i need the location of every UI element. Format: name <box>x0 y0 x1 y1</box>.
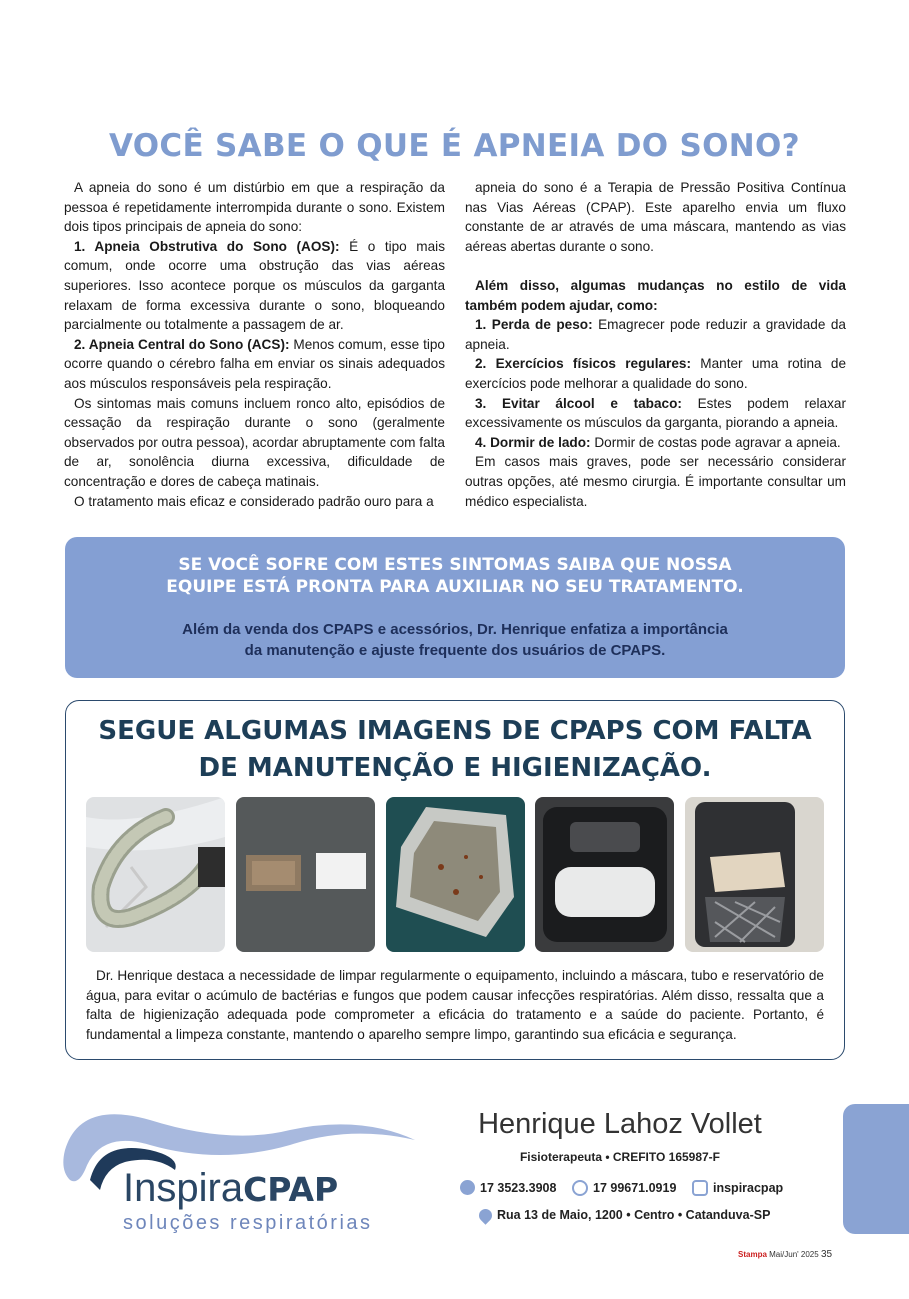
acs-label: 2. Apneia Central do Sono (ACS): <box>74 336 290 352</box>
lifestyle-heading-text: Além disso, algumas mudanças no estilo de vida também podem ajudar, como: <box>465 277 846 313</box>
images-box-paragraph: Dr. Henrique destaca a necessidade de limpar regularmente o equipamento, incluindo a máscara, tubo e reservatório de água, para evitar o acúmulo de bactérias e fungos que podem causar infecções respiratórias. Além disso, ressalta que a falta de higienização adequada pode comprometer a eficácia do tratamento e a saúde do paciente. Portanto, é fundamental a limpeza constante, mantendo o aparelho sempre limpo, garantindo sua eficácia e segurança. <box>86 968 824 1042</box>
aos-label: 1. Apneia Obstrutiva do Sono (AOS): <box>74 238 340 254</box>
images-heading-line: DE MANUTENÇÃO E HIGIENIZAÇÃO. <box>198 753 712 783</box>
tip-label: 3. Evitar álcool e tabaco: <box>475 395 682 411</box>
instagram-handle: inspiracpap <box>713 1181 784 1195</box>
images-box-text <box>86 966 824 1044</box>
intro-paragraph: A apneia do sono é um distúrbio em que a respiração da pessoa é repetidamente interrompida durante o sono. Existem dois tipos principais de apneia do sono: <box>64 180 445 235</box>
banner-subtext-line: Além da venda dos CPAPS e acessórios, Dr. Henrique enfatiza a importância <box>182 621 728 638</box>
logo <box>123 1166 338 1211</box>
instagram-icon <box>692 1180 708 1196</box>
photo-dirty-filter-cover <box>685 797 824 952</box>
banner-heading <box>65 554 845 598</box>
page-edge-tab <box>843 1104 909 1234</box>
whatsapp-icon <box>572 1180 588 1196</box>
tip-item <box>465 354 846 393</box>
logo-light-text: Inspira <box>123 1166 244 1210</box>
tip-label: 4. Dormir de lado: <box>475 434 591 450</box>
tip-text: Emagrecer pode reduzir a gravidade da apneia. <box>465 317 846 352</box>
page-title: VOCÊ SABE O QUE É APNEIA DO SONO? <box>109 128 800 164</box>
symptoms-paragraph: Os sintomas mais comuns incluem ronco alto, episódios de cessação da respiração durante o sono (geralmente observados por outra pessoa), acordar abruptamente com falta de ar, sonolência diurna excessiva, dificuldade de concentração e dores de cabeça matinais. <box>64 395 445 489</box>
footer-brand: Stampa <box>738 1250 767 1259</box>
aos-paragraph <box>64 237 445 335</box>
photo-dirty-tube <box>86 797 225 952</box>
phone-contact[interactable] <box>460 1180 556 1195</box>
contact-name: Henrique Lahoz Vollet <box>478 1108 762 1140</box>
photo-dirty-reservoir <box>386 797 525 952</box>
contact-role: Fisioterapeuta • CREFITO 165987-F <box>519 1150 721 1164</box>
tip-text: Manter uma rotina de exercícios pode melhorar a qualidade do sono. <box>465 356 847 391</box>
phone-number: 17 3523.3908 <box>480 1180 557 1195</box>
page-number: 35 <box>820 1249 833 1260</box>
treatment-paragraph: O tratamento mais eficaz e considerado padrão ouro para a <box>74 493 434 509</box>
photo-dirty-filters <box>236 797 375 952</box>
location-pin-icon <box>476 1206 494 1224</box>
logo-bold-text: CPAP <box>243 1170 339 1209</box>
logo-tagline: soluções respiratórias <box>123 1212 373 1234</box>
images-heading-line: SEGUE ALGUMAS IMAGENS DE CPAPS COM FALTA <box>98 716 812 746</box>
address-text: Rua 13 de Maio, 1200 • Centro • Catanduva-SP <box>497 1208 771 1222</box>
acs-text: Menos comum, esse tipo ocorre quando o cérebro falha em enviar os sinais adequados aos músculos responsáveis pela respiração. <box>64 336 445 391</box>
images-box-heading <box>65 713 845 787</box>
article-right-column <box>465 178 846 511</box>
closing-paragraph: Em casos mais graves, pode ser necessário considerar outras opções, até mesmo cirurgia. É importante consultar um médico especialista. <box>465 454 846 509</box>
lifestyle-heading <box>465 276 846 315</box>
tip-label: 2. Exercícios físicos regulares: <box>475 356 691 372</box>
instagram-contact[interactable] <box>692 1180 783 1196</box>
tip-text: Dormir de costas pode agravar a apneia. <box>590 434 841 450</box>
tip-item <box>465 394 846 433</box>
acs-paragraph <box>64 335 445 394</box>
photo-dirty-chamber <box>535 797 674 952</box>
banner-subtext <box>65 619 845 661</box>
tip-item <box>465 433 846 453</box>
whatsapp-number: 17 99671.0919 <box>593 1181 677 1195</box>
footer-edition: Mai/Jun' 2025 <box>769 1250 819 1259</box>
tip-text: Estes podem relaxar excessivamente os músculos da garganta, piorando a apneia. <box>465 395 846 431</box>
banner-heading-line: EQUIPE ESTÁ PRONTA PARA AUXILIAR NO SEU TRATAMENTO. <box>166 577 744 597</box>
address <box>479 1208 770 1222</box>
phone-icon <box>460 1180 475 1195</box>
banner-subtext-line: da manutenção e ajuste frequente dos usuários de CPAPS. <box>244 642 666 659</box>
banner-heading-line: SE VOCÊ SOFRE COM ESTES SINTOMAS SAIBA QUE NOSSA <box>178 555 732 575</box>
tip-label: 1. Perda de peso: <box>475 317 593 333</box>
cpap-paragraph: apneia do sono é a Terapia de Pressão Positiva Contínua nas Vias Aéreas (CPAP). Este aparelho envia um fluxo constante de ar através de uma máscara, mantendo as vias aéreas abertas durante o sono. <box>465 180 846 254</box>
whatsapp-contact[interactable] <box>572 1180 676 1196</box>
tip-item <box>465 315 846 354</box>
page-footer <box>738 1249 832 1260</box>
aos-text: É o tipo mais comum, onde ocorre uma obstrução das vias aéreas superiores. Isso acontece porque os músculos da garganta relaxam de forma excessiva durante o sono, bloqueando parcialmente ou totalmente a passagem de ar. <box>64 238 445 333</box>
article-left-column <box>64 178 445 511</box>
